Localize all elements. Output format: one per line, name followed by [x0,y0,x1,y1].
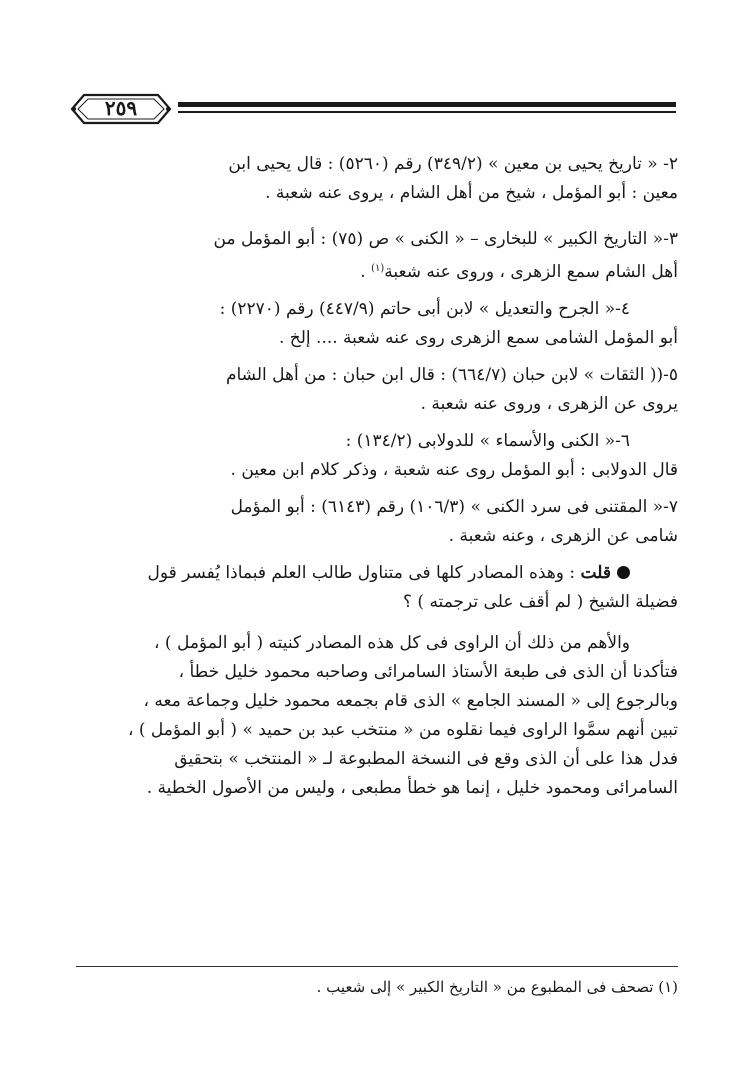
entry-line-text: أهل الشام سمع الزهرى ، وروى عنه شعبة [384,262,678,282]
footnote: (١) تصحف فى المطبوع من « التاريخ الكبير » إلى شعيب . [316,978,678,996]
entry-line: ٥-(( الثقات » لابن حبان (٦٦٤/٧) : قال ابن حبان : من أهل الشام [225,365,678,385]
qult-label: قلت [580,563,611,583]
page-number-frame [70,92,172,126]
page-header [70,92,676,126]
paragraph-line: تبين أنهم سمَّوا الراوى فيما نقلوه من « منتخب عبد بن حميد » ( أبو المؤمل ) ، [127,720,678,740]
entry-line: شامى عن الزهرى ، وعنه شعبة . [448,526,678,546]
paragraph-line: والأهم من ذلك أن الراوى فى كل هذه المصادر كنيته ( أبو المؤمل ) ، [154,633,630,653]
entry-line: قال الدولابى : أبو المؤمل روى عنه شعبة ، وذكر كلام ابن معين . [230,460,678,480]
entry-line: ٢- « تاريخ يحيى بن معين » (٣٤٩/٢) رقم (٥٢٦٠) : قال يحيى ابن [228,154,678,174]
paragraph-line: وبالرجوع إلى « المسند الجامع » الذى قام بجمعه محمود خليل وجماعة معه ، [143,691,678,711]
entry-line: ٣-« التاريخ الكبير » للبخارى – « الكنى » ص (٧٥) : أبو المؤمل من [213,229,678,249]
qult-text: : وهذه المصادر كلها فى متناول طالب العلم فبماذا يُفسر قول [147,563,576,583]
entry-line-tail: . [360,262,372,282]
source-entry-7 [70,493,678,551]
entry-line: ٦-« الكنى والأسماء » للدولابى (١٣٤/٢) : [345,431,630,451]
entry-line: ٤-« الجرح والتعديل » لابن أبى حاتم (٤٤٧/٩) رقم (٢٢٧٠) : [219,299,630,319]
page-number: ٢٥٩ [104,96,138,120]
source-entry-3 [70,225,678,287]
entry-line: أبو المؤمل الشامى سمع الزهرى روى عنه شعبة .... إلخ . [278,328,678,348]
bullet-icon [617,566,630,579]
paragraph-line: السامرائى ومحمود خليل ، إنما هو خطأ مطبعى ، وليس من الأصول الخطية . [146,778,678,798]
conclusion-paragraph [70,629,678,803]
source-entry-2 [70,150,678,208]
main-text [70,150,678,811]
source-entry-6 [70,427,678,485]
entry-line: يروى عن الزهرى ، وروى عنه شعبة . [420,394,678,414]
paragraph-line: فتأكدنا أن الذى فى طبعة الأستاذ السامرائى وصاحبه محمود خليل خطأ ، [178,662,678,682]
qult-line: فضيلة الشيخ ( لم أقف على ترجمته ) ؟ [402,592,678,612]
source-entry-5 [70,361,678,419]
entry-line: ٧-« المقتنى فى سرد الكنى » (١٠٦/٣) رقم (٦١٤٣) : أبو المؤمل [230,497,678,517]
footnote-ref[interactable]: (١) [371,263,385,274]
qult-paragraph [70,559,678,617]
qult-line [70,559,678,588]
header-rule-thin [178,111,676,113]
header-rule-thick [178,102,676,107]
footnote-divider [76,966,678,967]
entry-line: معين : أبو المؤمل ، شيخ من أهل الشام ، يروى عنه شعبة . [265,183,678,203]
entry-line [70,254,678,287]
source-entry-4 [70,295,678,353]
paragraph-line: فدل هذا على أن الذى وقع فى النسخة المطبوعة لـ « المنتخب » بتحقيق [174,749,678,769]
